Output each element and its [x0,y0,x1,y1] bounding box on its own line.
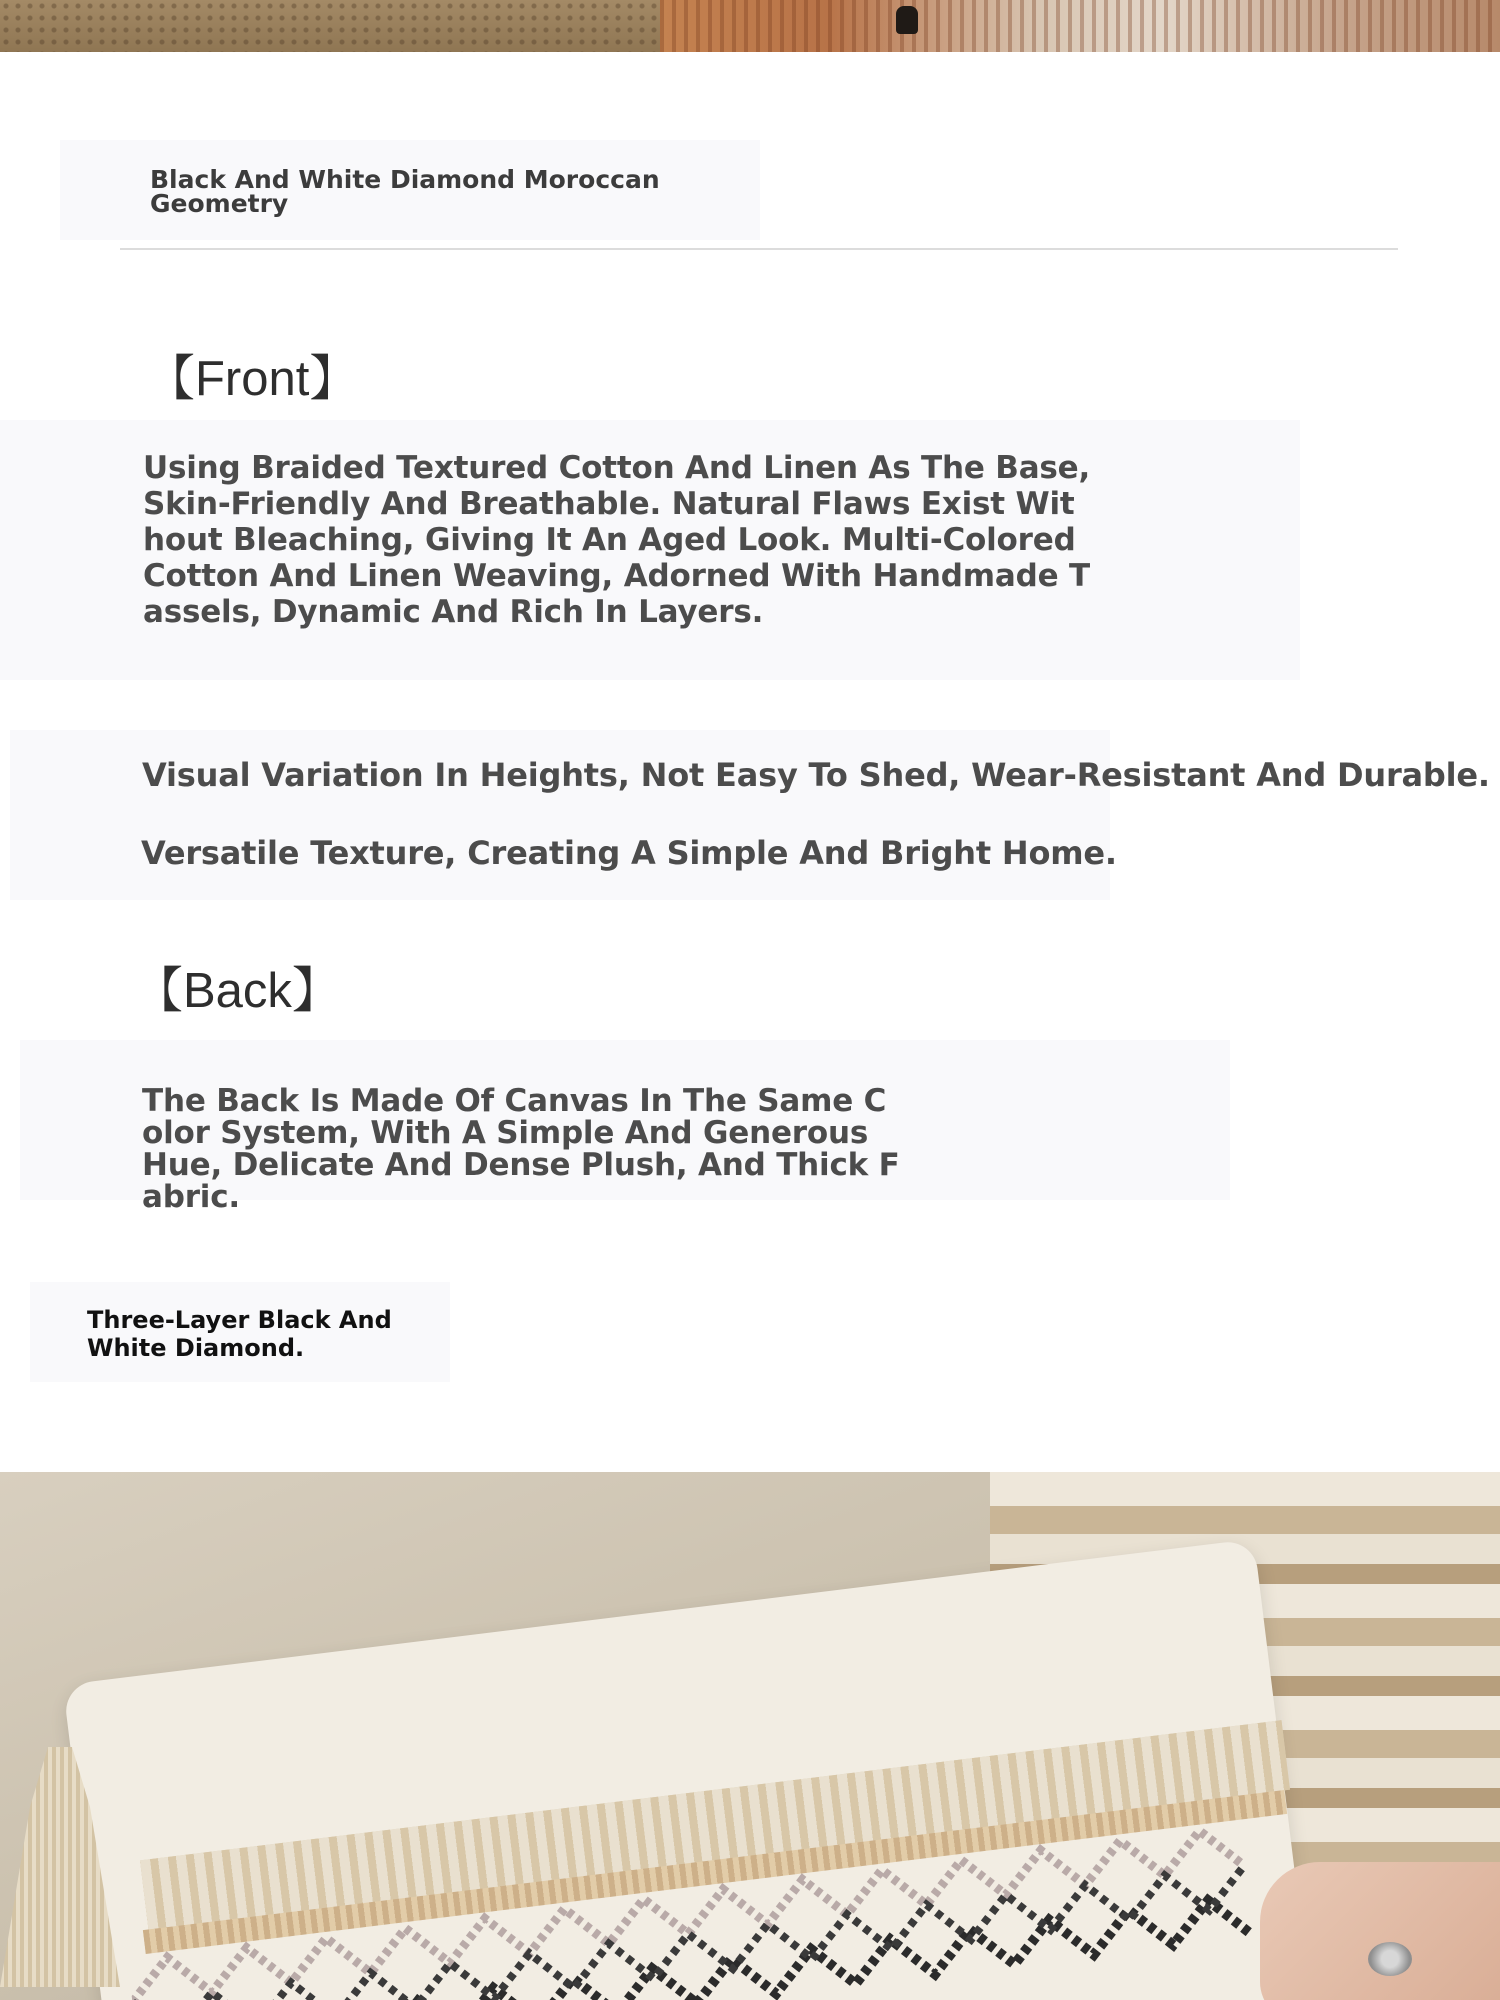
design-caption: Three-Layer Black And White Diamond. [87,1306,392,1362]
back-description: The Back Is Made Of Canvas In The Same Color System, With A Simple And Generous Hue, Delicate And Dense Plush, And Thick Fabric. [142,1083,900,1215]
tassel-knot [896,6,918,34]
product-title: Black And White Diamond Moroccan Geometry [150,165,660,218]
divider [120,248,1398,250]
feature-line-texture: Versatile Texture, Creating A Simple And Bright Home. [141,834,1117,872]
back-heading: 【Back】 [134,964,341,1018]
ring [1368,1942,1412,1976]
front-description: Using Braided Textured Cotton And Linen As The Base, Skin-Friendly And Breathable. Natural Flaws Exist Without Bleaching, Giving It An Aged Look. Multi-Colored Cotton And Linen Weaving, Adorned With Handmade Tassels, Dynamic And Rich In Layers. [143,450,1091,630]
top-product-photo [0,0,1500,52]
jute-texture [0,0,660,52]
hand [1260,1862,1500,2000]
feature-line-durability: Visual Variation In Heights, Not Easy To Shed, Wear-Resistant And Durable. [142,756,1490,794]
cushion-photo [0,1472,1500,2000]
front-heading: 【Front】 [146,352,359,406]
rug-texture [660,0,1500,52]
